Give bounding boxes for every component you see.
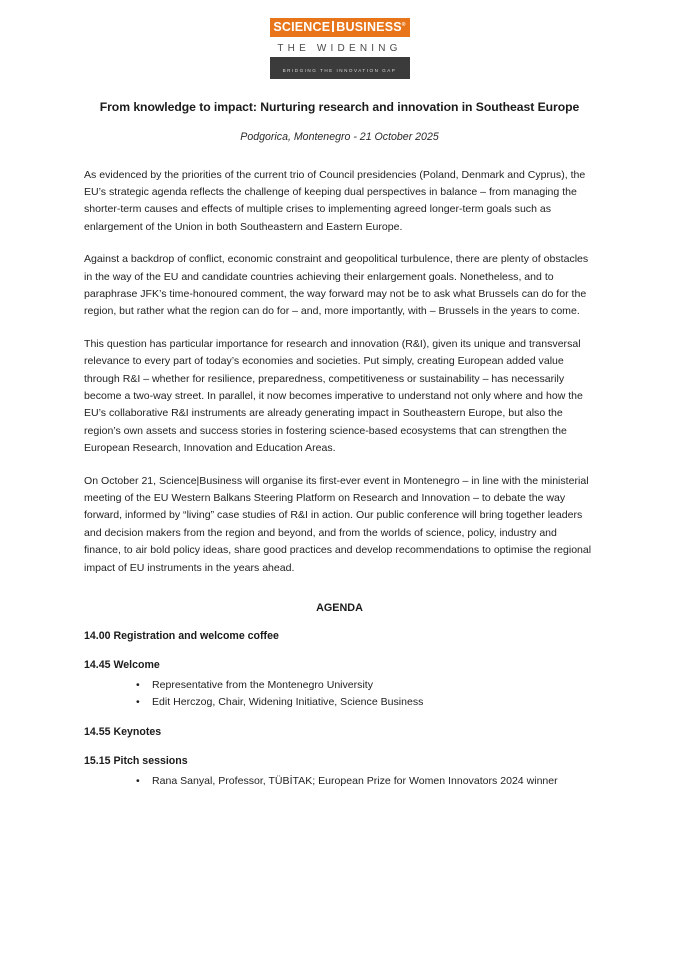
registered-trademark-icon: ® bbox=[401, 21, 406, 28]
logo-tagline-band bbox=[270, 37, 410, 57]
agenda-list bbox=[84, 614, 595, 790]
paragraph: As evidenced by the priorities of the current trio of Council presidencies (Poland, Denmark and Cyprus), the EU’s strategic agenda reflects the challenge of keeping dual perspectives in balance – from managing the shorter-term causes and effects of multiple crises to implementing agreed longer-term goals such as enlargement of the Union in both Southeastern and Eastern Europe. bbox=[84, 168, 586, 233]
logo-tagline-bridging-gap: BRIDGING THE INNOVATION GAP bbox=[282, 67, 397, 73]
agenda-heading: AGENDA bbox=[316, 602, 363, 615]
agenda-item-speakers bbox=[84, 677, 595, 712]
paragraph: Against a backdrop of conflict, economic constraint and geopolitical turbulence, there are plenty of obstacles in the way of the EU and candidate countries achieving their enlargement goals. Nonetheless, and to paraphrase JFK’s time-honoured comment, the way forward may not be to ask what Brussels can do for the region, but rather what the region can do for – and, more importantly, with – Brussels in the years to come. bbox=[84, 253, 589, 318]
bullet-icon: • bbox=[136, 696, 140, 709]
list-item-label: Rana Sanyal, Professor, TÜBİTAK; European Prize for Women Innovators 2024 winner bbox=[152, 774, 558, 787]
bullet-icon: • bbox=[136, 679, 140, 692]
agenda-item-time-title: 14.00 Registration and welcome coffee bbox=[84, 630, 279, 643]
page-subtitle: Podgorica, Montenegro - 21 October 2025 bbox=[240, 130, 439, 143]
agenda-item-time-title: 15.15 Pitch sessions bbox=[84, 754, 188, 767]
paragraph: This question has particular importance for research and innovation (R&I), given its unique and transversal relevance to every part of today’s economies and societies. Put simply, creating European added value through R&I – whether for resilience, preparedness, competitiveness or sustainability – has necessarily become a two-way street. In parallel, it now becomes imperative to understand not only where and how the EU’s collaborative R&I instruments are already generating impact in Southeastern Europe, but also the region’s own assets and success stories in fostering science-based ecosystems that can strengthen the European Research, Innovation and Education Areas. bbox=[84, 337, 583, 455]
logo-word-business: BUSINESS bbox=[336, 20, 402, 34]
list-item-label: Edit Herczog, Chair, Widening Initiative, Science Business bbox=[152, 696, 424, 709]
science-business-logo bbox=[270, 18, 410, 79]
page-title: From knowledge to impact: Nurturing research and innovation in Southeast Europe bbox=[99, 99, 580, 114]
agenda-item-speakers bbox=[84, 773, 595, 790]
logo-wordmark bbox=[273, 21, 405, 34]
agenda-item-time-title: 14.55 Keynotes bbox=[84, 725, 162, 738]
paragraph: On October 21, Science|Business will organise its first-ever event in Montenegro – in line with the ministerial meeting of the EU Western Balkans Steering Platform on Research and Innovation – to debate the way forward, informed by “living” case studies of R&I in action. Our public conference will bring together leaders and decision makers from the region and beyond, and from the worlds of science, policy, industry and finance, to air bold policy ideas, share good practices and develop recommendations to optimise the regional impact of EU instruments in the years ahead. bbox=[84, 474, 592, 574]
list-item bbox=[84, 694, 595, 711]
logo-orange-band bbox=[270, 18, 410, 37]
logo-word-science: SCIENCE bbox=[273, 20, 331, 34]
body-text bbox=[84, 145, 595, 578]
logo-dark-band bbox=[270, 57, 410, 79]
logo-divider-pipe bbox=[332, 21, 334, 32]
agenda-item-time-title: 14.45 Welcome bbox=[84, 659, 160, 672]
bullet-icon: • bbox=[136, 774, 140, 787]
list-item bbox=[84, 677, 595, 694]
list-item-label: Representative from the Montenegro University bbox=[152, 679, 374, 692]
logo-container bbox=[0, 0, 679, 79]
logo-tagline-widening: THE WIDENING bbox=[277, 43, 402, 55]
list-item bbox=[84, 773, 595, 790]
